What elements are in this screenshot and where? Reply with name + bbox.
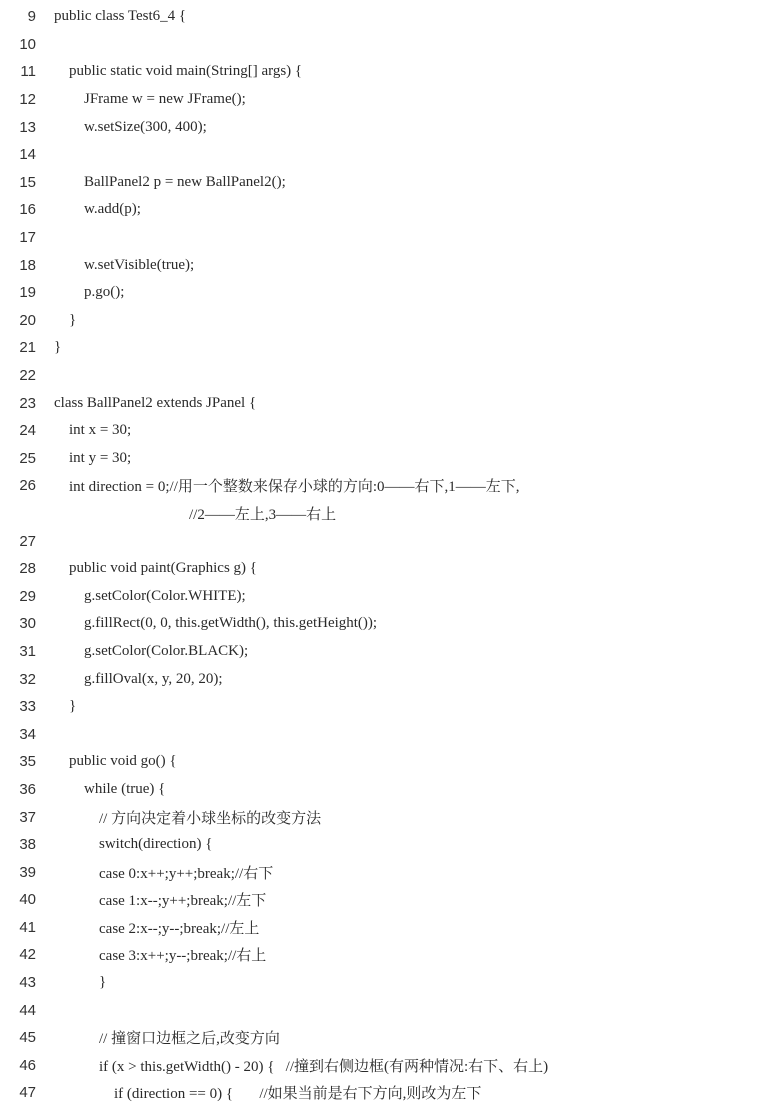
code-text: public class Test6_4 { [54, 8, 187, 25]
code-line [0, 1052, 761, 1080]
code-text: int y = 30; [54, 449, 132, 466]
code-text: public void paint(Graphics g) { [54, 560, 257, 577]
code-line [0, 996, 761, 1024]
line-number: 42 [19, 946, 36, 964]
line-number: 35 [19, 753, 36, 771]
code-line [0, 886, 761, 914]
code-line [0, 748, 761, 776]
line-number: 14 [19, 146, 36, 164]
code-text: switch(direction) { [54, 836, 213, 853]
code-line [0, 86, 761, 114]
code-text: case 1:x--;y++;break;//左下 [54, 893, 267, 910]
code-text: public static void main(String[] args) { [54, 63, 303, 80]
code-line [0, 610, 761, 638]
line-number: 25 [19, 449, 36, 467]
code-text: w.setVisible(true); [54, 256, 195, 273]
code-text: //2——左上,3——右上 [54, 506, 337, 523]
code-text: g.setColor(Color.BLACK); [54, 642, 249, 659]
code-line [0, 334, 761, 362]
code-line [0, 638, 761, 666]
line-number: 23 [19, 394, 36, 412]
line-number: 27 [19, 532, 36, 550]
code-line [0, 224, 761, 252]
line-number: 41 [19, 918, 36, 936]
line-number: 10 [19, 35, 36, 53]
line-number: 36 [19, 780, 36, 798]
code-line [0, 969, 761, 997]
code-listing [0, 3, 761, 1107]
code-line [0, 389, 761, 417]
code-text: case 0:x++;y++;break;//右下 [54, 865, 274, 882]
code-line [0, 1024, 761, 1052]
line-number: 39 [19, 863, 36, 881]
line-number: 29 [19, 587, 36, 605]
code-text: g.fillOval(x, y, 20, 20); [54, 670, 223, 687]
code-line [0, 858, 761, 886]
code-line [0, 527, 761, 555]
line-number: 31 [19, 642, 36, 660]
code-line [0, 58, 761, 86]
line-number: 46 [19, 1056, 36, 1074]
code-line [0, 31, 761, 59]
code-line [0, 445, 761, 473]
code-line [0, 417, 761, 445]
code-text: BallPanel2 p = new BallPanel2(); [54, 173, 286, 190]
line-number: 47 [19, 1084, 36, 1102]
code-text: public void go() { [54, 753, 177, 770]
code-text: } [54, 311, 77, 328]
code-line [0, 803, 761, 831]
line-number: 33 [19, 698, 36, 716]
code-text: class BallPanel2 extends JPanel { [54, 394, 257, 411]
code-text: // 撞窗口边框之后,改变方向 [54, 1031, 280, 1048]
code-line [0, 169, 761, 197]
code-line [0, 693, 761, 721]
line-number: 15 [19, 173, 36, 191]
code-line [0, 720, 761, 748]
code-text: } [54, 974, 107, 991]
line-number: 28 [19, 560, 36, 578]
line-number: 22 [19, 367, 36, 385]
line-number: 32 [19, 670, 36, 688]
line-number: 38 [19, 836, 36, 854]
code-text: // 方向决定着小球坐标的改变方法 [54, 810, 322, 827]
code-line [0, 1079, 761, 1107]
line-number: 13 [19, 118, 36, 136]
line-number: 45 [19, 1029, 36, 1047]
code-text: } [54, 339, 62, 356]
line-number: 12 [19, 91, 36, 109]
line-number: 26 [19, 477, 36, 495]
code-line [0, 279, 761, 307]
code-line [0, 196, 761, 224]
code-line [0, 941, 761, 969]
code-text: w.setSize(300, 400); [54, 118, 207, 135]
line-number: 43 [19, 974, 36, 992]
code-text: w.add(p); [54, 201, 141, 218]
line-number: 37 [19, 808, 36, 826]
line-number: 30 [19, 615, 36, 633]
code-line [0, 831, 761, 859]
line-number: 24 [19, 422, 36, 440]
code-text: if (x > this.getWidth() - 20) { //撞到右侧边框(有两种情况:右下、右上) [54, 1058, 549, 1075]
code-text: while (true) { [54, 780, 166, 797]
code-text: JFrame w = new JFrame(); [54, 91, 246, 108]
code-text: } [54, 698, 77, 715]
code-text: if (direction == 0) { //如果当前是右下方向,则改为左下 [54, 1086, 482, 1103]
line-number: 11 [20, 63, 36, 81]
code-text: int x = 30; [54, 422, 132, 439]
code-text: case 3:x++;y--;break;//右上 [54, 948, 267, 965]
line-number: 19 [19, 284, 36, 302]
code-text: int direction = 0;//用一个整数来保存小球的方向:0——右下,1——左下, [54, 479, 520, 496]
code-line [0, 555, 761, 583]
code-line [0, 582, 761, 610]
line-number: 20 [19, 311, 36, 329]
line-number: 18 [19, 256, 36, 274]
code-line [0, 251, 761, 279]
code-line [0, 472, 761, 500]
line-number: 17 [19, 229, 36, 247]
line-number: 16 [19, 201, 36, 219]
code-text: g.fillRect(0, 0, this.getWidth(), this.getHeight()); [54, 615, 378, 632]
code-line [0, 307, 761, 335]
line-number: 44 [19, 1001, 36, 1019]
code-line [0, 362, 761, 390]
code-line [0, 665, 761, 693]
line-number: 34 [19, 725, 36, 743]
code-line [0, 113, 761, 141]
code-line [0, 3, 761, 31]
code-text: g.setColor(Color.WHITE); [54, 587, 246, 604]
code-text: case 2:x--;y--;break;//左上 [54, 920, 260, 937]
line-number: 9 [27, 8, 36, 26]
code-line-continuation [0, 500, 761, 528]
code-line [0, 776, 761, 804]
line-number: 40 [19, 891, 36, 909]
code-line [0, 141, 761, 169]
code-text: p.go(); [54, 284, 125, 301]
code-line [0, 914, 761, 942]
line-number: 21 [19, 339, 36, 357]
